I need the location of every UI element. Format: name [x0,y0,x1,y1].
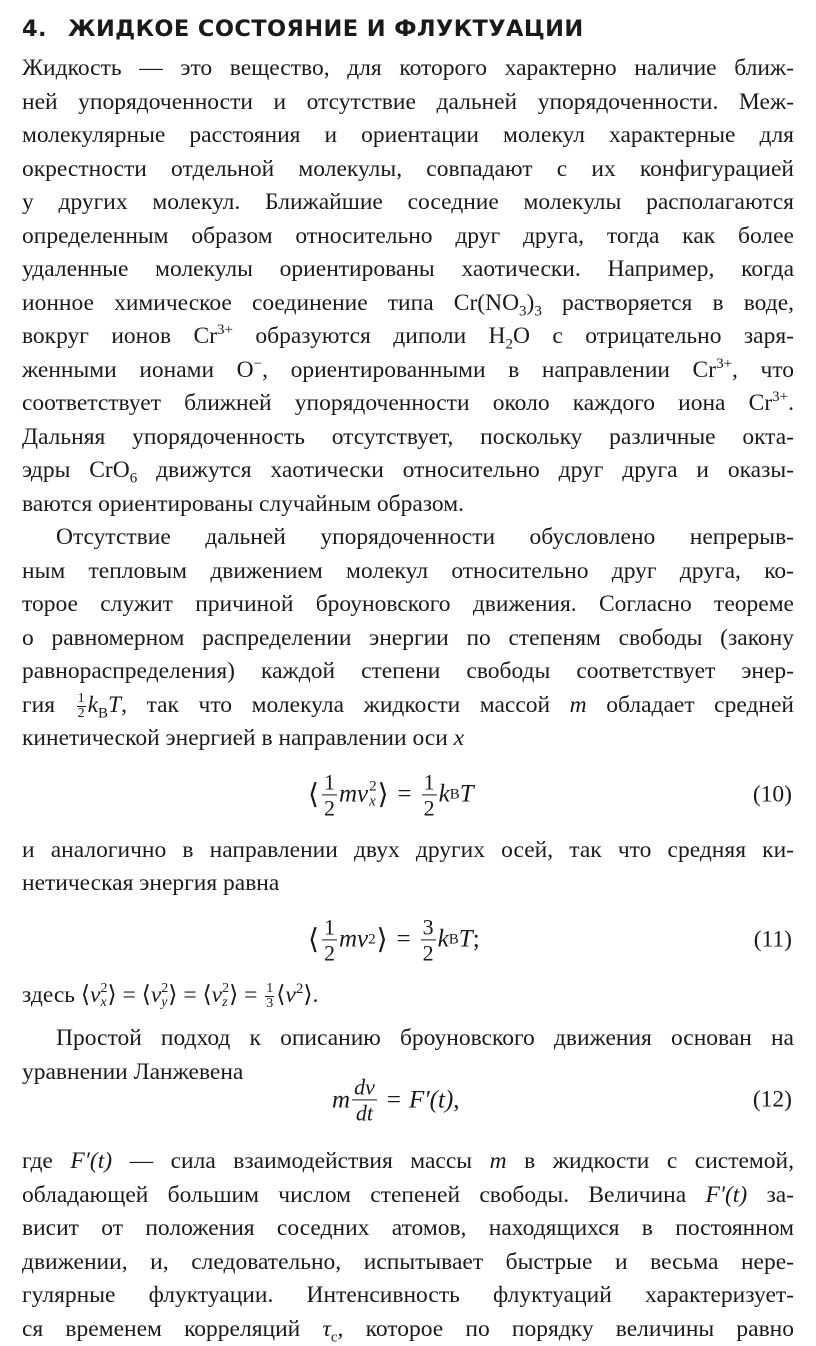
text-span: образуются диполи H [233,323,506,349]
math-var: k [438,926,449,954]
equals-sign: = [387,1086,401,1114]
text-line: удаленные молекулы ориентированы хаотически. Например, когда [22,253,794,287]
angle-bracket: ⟨ [308,923,319,957]
text-span: , которое по порядку величины равно [338,1316,794,1342]
superscript: 2 [369,780,377,795]
equals-sign: = [244,982,257,1008]
inline-fraction [265,982,274,1011]
script-stack [369,780,377,810]
punctuation: . [313,982,319,1008]
fraction-denominator: 2 [78,707,85,721]
math-var: x [454,725,464,751]
text-span: — сила взаимодействия массы [112,1148,490,1174]
section-title: ЖИДКОЕ СОСТОЯНИЕ И ФЛУКТУАЦИИ [68,16,584,42]
angle-bracket: ⟨ [308,778,319,812]
angle-bracket: ⟨ [81,982,90,1008]
angle-bracket: ⟩ [303,982,312,1008]
math-var: τ [322,1316,330,1342]
text-line: Простой подход к описанию броуновского движения основан на [22,1022,794,1056]
math-var: k [88,692,98,718]
fraction [352,1075,377,1124]
text-line: молекулярные расстояния и ориентации молекул характерные для [22,119,794,153]
math-var: v [90,982,100,1008]
math-var: v [357,926,368,954]
angle-bracket: ⟩ [229,982,238,1008]
text-line [22,354,794,388]
equation-number: (11) [754,926,792,953]
text-line: и аналогично в направлении двух других осей, так что средняя ки- [22,834,794,868]
text-span: , ориентированными в направлении Cr [262,357,716,383]
fraction-numerator: 1 [322,915,337,940]
text-line [22,689,794,723]
paragraph-3 [22,834,794,901]
text-span: обладает средней [587,692,794,718]
text-line: уравнении Ланжевена [22,1056,794,1090]
text-line: торое служит причиной броуновского движения. Согласно теореме [22,588,794,622]
equals-sign: = [398,781,412,809]
text-line: Дальняя упорядоченность отсутствует, поскольку различные окта- [22,421,794,455]
subscript: z [222,996,229,1010]
text-line: ваются ориентированы случайным образом. [22,488,794,522]
section-number: 4. [22,12,68,46]
text-span: , так что молекула жидкости массой [121,692,570,718]
superscript: 2 [222,982,229,996]
text-span: ся временем корреляций [22,1316,322,1342]
fraction-denominator: 2 [422,795,437,819]
subscript: 2 [506,337,514,353]
superscript: 2 [100,982,107,996]
fraction-numerator: 1 [322,770,337,795]
subscript: 6 [130,471,138,487]
text-line [22,1179,794,1213]
equation-body [332,1075,460,1124]
text-span: обладающей большим числом степеней свободы. Величина [22,1182,705,1208]
fraction-denominator: 3 [266,997,273,1011]
math-var: m [332,1086,350,1114]
punctuation: ; [473,926,480,954]
fraction-denominator: 2 [421,940,436,964]
superscript: 2 [161,982,168,996]
text-line: ней упорядоченности и отсутствие дальней упорядоченности. Меж- [22,86,794,120]
text-line [22,1145,794,1179]
paragraph-1 [22,52,794,521]
inline-fraction [77,692,86,721]
text-span: ионное химическое соединение типа Cr(NO [22,290,519,316]
equation-11 [22,901,794,979]
text-line [22,722,794,756]
subscript: B [98,705,108,721]
angle-bracket: ⟩ [377,923,388,957]
text-line: Жидкость — это вещество, для которого характерно наличие ближ- [22,52,794,86]
superscript: 3+ [716,356,732,372]
fraction [322,915,337,964]
text-span: растворяется в воде, [542,290,794,316]
math-var: k [439,781,450,809]
subscript: 3 [534,303,542,319]
text-line [22,454,794,488]
equals-sign: = [183,982,196,1008]
math-var: v [212,982,222,1008]
text-span: здесь [22,982,81,1008]
fraction-numerator: 1 [77,692,86,707]
equals-sign: = [123,982,136,1008]
fraction [322,770,337,819]
text-line: Отсутствие дальней упорядоченности обусловлено непрерыв- [22,521,794,555]
angle-bracket: ⟨ [276,982,285,1008]
superscript: 3+ [217,322,233,338]
fraction-numerator: 1 [422,770,437,795]
text-line: определенным образом относительно друг друга, тогда как более [22,220,794,254]
fraction-numerator: dv [352,1075,377,1100]
fraction-denominator: dt [354,1101,375,1125]
equals-sign: = [397,926,411,954]
text-line: у других молекул. Ближайшие соседние молекулы располагаются [22,186,794,220]
text-span: где [22,1148,70,1174]
text-line [22,320,794,354]
text-span: движутся хаотически относительно друг друга и оказы- [137,457,794,483]
angle-bracket: ⟨ [142,982,151,1008]
section-heading [22,12,794,46]
text-line: равнораспределения) каждой степени свободы соответствует энер- [22,655,794,689]
text-line [22,387,794,421]
equation-number: (12) [753,1087,792,1114]
text-span: соответствует ближней упорядоченности около каждого иона Cr [22,390,772,416]
fraction-numerator: 3 [421,915,436,940]
math-var: T [460,781,474,809]
subscript: 3 [519,303,527,319]
subscript: y [161,996,168,1010]
superscript: 3+ [772,389,788,405]
punctuation: , [453,1086,459,1114]
text-line [22,1313,794,1346]
text-span: ) [527,290,535,316]
subscript: x [100,996,107,1010]
math-var: F′(t) [705,1182,747,1208]
text-span: в жидкости с системой, [507,1148,794,1174]
fraction [421,915,436,964]
equation-12 [22,1067,794,1133]
paragraph-6 [22,1145,794,1346]
subscript: c [331,1329,338,1345]
text-line [22,979,794,1013]
angle-bracket: ⟨ [202,982,211,1008]
math-var: F′(t) [70,1148,112,1174]
angle-bracket: ⟩ [107,982,116,1008]
equation-number: (10) [753,781,792,808]
math-var: T [459,926,473,954]
text-span: женными ионами O [22,357,254,383]
math-var: T [108,692,121,718]
angle-bracket: ⟩ [168,982,177,1008]
math-var: m [339,926,357,954]
text-span: за- [747,1182,794,1208]
paragraph-2 [22,521,794,756]
fraction-numerator: 1 [265,982,274,997]
math-var: m [490,1148,507,1174]
text-span: кинетической энергией в направлении оси [22,725,454,751]
text-span: , что [732,357,794,383]
script-stack [222,982,229,1010]
superscript: − [254,356,262,372]
subscript: x [369,795,377,810]
math-var: m [570,692,587,718]
text-span: . [788,390,794,416]
equation-body: ⟨ $\frac{1}{2}$ m v 2 ⟩ = $\frac{3}{2}$ k B T ; [307,915,480,964]
text-span: эдры CrO [22,457,130,483]
fraction-denominator: 2 [322,940,337,964]
superscript: 2 [296,981,304,997]
math-var: v [357,781,368,809]
text-line: о равномерном распределении энергии по степеням свободы (закону [22,622,794,656]
math-var: v [285,982,295,1008]
text-line: окрестности отдельной молекулы, совпадают с их конфигурацией [22,153,794,187]
equation-10 [22,756,794,834]
text-span: O с отрицательно заря- [513,323,794,349]
text-line: нетическая энергия равна [22,867,794,901]
text-line: движении, и, следовательно, испытывает быстрые и весьма нере- [22,1246,794,1280]
text-line: ным тепловым движением молекул относительно друг друга, ко- [22,555,794,589]
angle-bracket: ⟩ [378,778,389,812]
text-span: вокруг ионов Cr [22,323,217,349]
document-page [22,0,794,1228]
text-line: гулярные флуктуации. Интенсивность флуктуаций характеризует- [22,1279,794,1313]
text-span: гия [22,692,75,718]
math-var: m [339,781,357,809]
fraction-denominator: 2 [322,795,337,819]
math-var: F′(t) [409,1086,453,1114]
text-line [22,287,794,321]
math-var: v [151,982,161,1008]
text-line: висит от положения соседних атомов, находящихся в постоянном [22,1212,794,1246]
fraction [422,770,437,819]
equation-body: ⟨ $\frac{1}{2}$ m v 2 x ⟩ = $\frac{1}{2}$ k B T [307,770,474,819]
